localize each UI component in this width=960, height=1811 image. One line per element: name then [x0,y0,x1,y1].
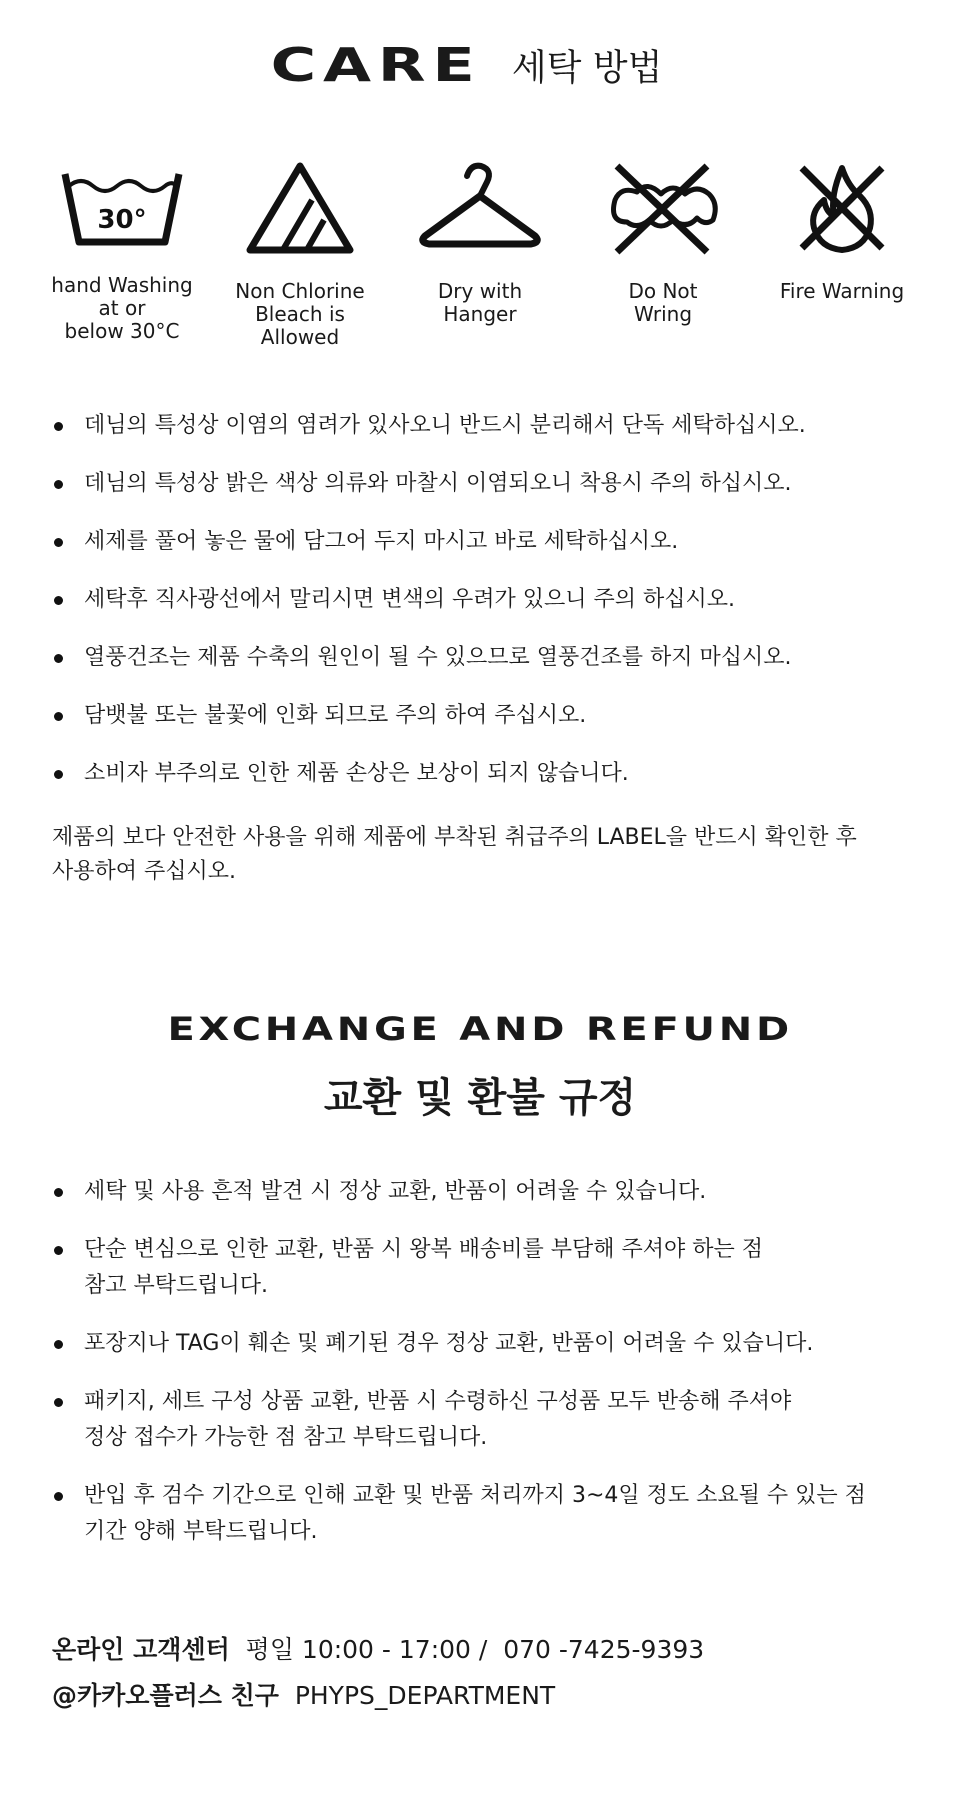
care-note: 제품의 보다 안전한 사용을 위해 제품에 부착된 취급주의 LABEL을 반드시 확인한 후 사용하여 주십시오. [52,825,857,884]
icon-label-bleach: Non Chlorine Bleach is Allowed [235,279,365,349]
care-icon-bleach [220,160,380,349]
list-item: 반입 후 검수 기간으로 인해 교환 및 반품 처리까지 3~4일 정도 소요될 수 있는 점 기간 양해 부탁드립니다. [52,1478,912,1550]
list-item: 단순 변심으로 인한 교환, 반품 시 왕복 배송비를 부담해 주셔야 하는 점 참고 부탁드립니다. [52,1232,912,1304]
exchange-title-en: EXCHANGE AND REFUND [167,1010,793,1048]
icon-label-fire: Fire Warning [779,279,905,303]
care-icons [0,160,960,360]
customer-center-label: 온라인 고객센터 [52,1635,230,1664]
hand-wash-30-icon [57,160,187,260]
svg-text:30°: 30° [97,205,147,235]
list-item: 세탁후 직사광선에서 말리시면 변색의 우려가 있으니 주의 하십시오. [52,582,912,618]
list-item: 패키지, 세트 구성 상품 교환, 반품 시 수령하신 구성품 모두 반송해 주셔야 정상 접수가 가능한 점 참고 부탁드립니다. [52,1384,912,1456]
list-item: 세탁 및 사용 흔적 발견 시 정상 교환, 반품이 어려울 수 있습니다. [52,1174,912,1210]
exchange-title-ko: 교환 및 환불 규정 [323,1075,637,1121]
kakao-id: PHYPS_DEPARTMENT [294,1681,556,1710]
care-title-ko: 세탁 방법 [511,47,663,89]
hanger-icon [415,160,545,260]
exchange-bullet-list [52,1174,912,1572]
list-item: 포장지나 TAG이 훼손 및 폐기된 경우 정상 교환, 반품이 어려울 수 있습니다. [52,1326,912,1362]
kakao-label: @카카오플러스 친구 [52,1681,279,1710]
kakao-line [52,1676,555,1712]
fire-warning-icon [782,160,902,260]
business-hours: 평일 10:00 - 17:00 / [245,1635,488,1664]
care-title-en: CARE [270,38,482,92]
care-icon-hand-wash [42,160,202,343]
do-not-wring-icon [603,160,723,260]
care-title [0,38,960,92]
care-icon-fire [762,160,922,303]
list-item: 열풍건조는 제품 수축의 원인이 될 수 있으므로 열풍건조를 하지 마십시오. [52,640,912,676]
care-icon-hanger [400,160,560,326]
list-item: 담뱃불 또는 불꽃에 인화 되므로 주의 하여 주십시오. [52,698,912,734]
care-icon-wring [583,160,743,326]
care-bullet-list [52,408,912,814]
phone-number: 070 -7425-9393 [503,1635,705,1664]
non-chlorine-bleach-icon [240,160,360,260]
list-item: 소비자 부주의로 인한 제품 손상은 보상이 되지 않습니다. [52,756,912,792]
list-item: 데님의 특성상 이염의 염려가 있사오니 반드시 분리해서 단독 세탁하십시오. [52,408,912,444]
icon-label-hanger: Dry with Hanger [437,279,523,326]
customer-center-line [52,1630,704,1666]
list-item: 데님의 특성상 밝은 색상 의류와 마찰시 이염되오니 착용시 주의 하십시오. [52,466,912,502]
icon-label-wring: Do Not Wring [628,279,698,326]
list-item: 세제를 풀어 놓은 물에 담그어 두지 마시고 바로 세탁하십시오. [52,524,912,560]
icon-label-hand-wash: hand Washing at or below 30°C [51,273,193,343]
exchange-title [0,1010,960,1123]
